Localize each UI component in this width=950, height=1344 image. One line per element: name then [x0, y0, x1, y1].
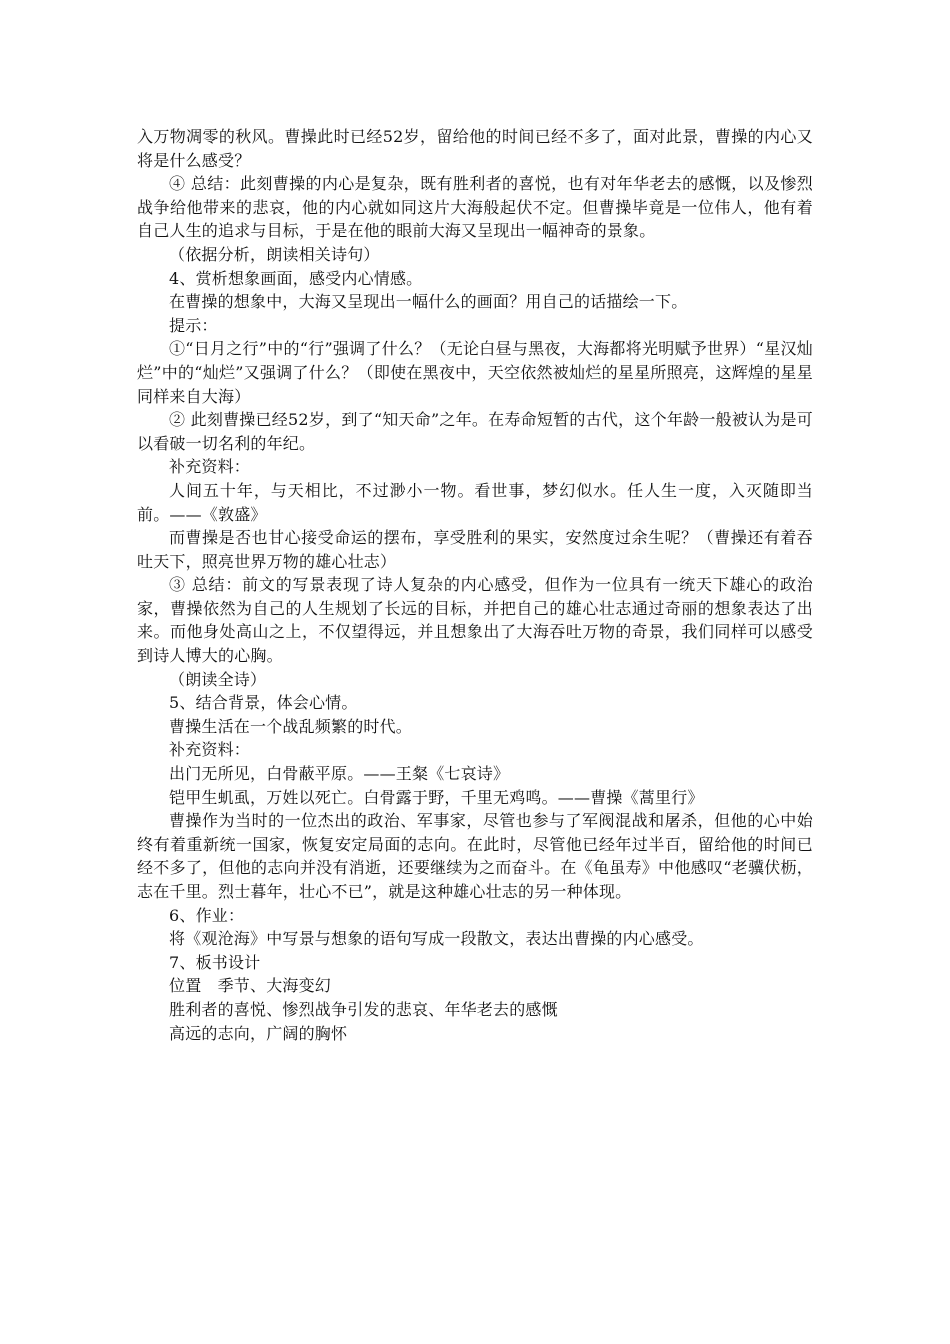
section-heading-7: 7、板书设计 [169, 952, 261, 972]
board-line-3: 高远的志向，广阔的胸怀 [169, 1023, 348, 1043]
paragraph-16: 补充资料： [169, 740, 251, 760]
paragraph-2: ④ 总结：此刻曹操的内心是复杂，既有胜利者的喜悦，也有对年华老去的感慨，以及惨烈战争给他带来的悲哀，他的内心就如同这片大海般起伏不定。但曹操毕竟是一位伟人，他有着自己人生的追求与目标，于是在他的眼前大海又呈现出一幅神奇的景象。 [137, 174, 813, 241]
board-line-2: 胜利者的喜悦、惨烈战争引发的悲哀、年华老去的感慨 [169, 999, 558, 1019]
paragraph-1: 入万物凋零的秋风。曹操此时已经52岁，留给他的时间已经不多了，面对此景，曹操的内心又将是什么感受？ [137, 127, 813, 170]
paragraph-17: 出门无所见，白骨蔽平原。——王粲《七哀诗》 [169, 764, 510, 784]
paragraph-18: 铠甲生虮虱，万姓以死亡。白骨露于野，千里无鸡鸣。——曹操《蒿里行》 [169, 787, 704, 807]
paragraph-5: 在曹操的想象中，大海又呈现出一幅什么的画面？用自己的话描绘一下。 [169, 292, 688, 312]
paragraph-13: （朗读全诗） [169, 669, 267, 689]
section-heading-6: 6、作业： [169, 905, 245, 925]
paragraph-15: 曹操生活在一个战乱频繁的时代。 [169, 716, 413, 736]
paragraph-19: 曹操作为当时的一位杰出的政治、军事家，尽管也参与了军阀混战和屠杀，但他的心中始终有着重新统一国家，恢复安定局面的志向。在此时，尽管他已经年过半百，留给他的时间已经不多了，但他的志向并没有消逝，还要继续为之而奋斗。在《龟虽寿》中他感叹“老骥伏枥，志在千里。烈士暮年，壮心不已”，就是这种雄心壮志的另一种体现。 [137, 811, 813, 901]
paragraph-9: 补充资料： [169, 457, 251, 477]
paragraph-12: ③ 总结：前文的写景表现了诗人复杂的内心感受，但作为一位具有一统天下雄心的政治家，曹操依然为自己的人生规划了长远的目标，并把自己的雄心壮志通过奇丽的想象表达了出来。而他身处高山之上，不仅望得远，并且想象出了大海吞吐万物的奇景，我们同样可以感受到诗人博大的心胸。 [137, 575, 813, 666]
section-heading-5: 5、结合背景，体会心情。 [169, 693, 358, 713]
paragraph-21: 将《观沧海》中写景与想象的语句写成一段散文，表达出曹操的内心感受。 [169, 929, 704, 949]
paragraph-6: 提示： [169, 315, 218, 335]
paragraph-11: 而曹操是否也甘心接受命运的摆布，享受胜利的果实，安然度过余生呢？（曹操还有着吞吐天下，照亮世界万物的雄心壮志） [137, 528, 813, 571]
board-line-1: 位置 季节、大海变幻 [169, 976, 332, 996]
section-heading-4: 4、赏析想象画面，感受内心情感。 [169, 268, 423, 288]
paragraph-10: 人间五十年，与天相比，不过渺小一物。看世事，梦幻似水。任人生一度，入灭随即当前。——《敦盛》 [137, 480, 813, 524]
paragraph-8: ② 此刻曹操已经52岁，到了“知天命”之年。在寿命短暂的古代，这个年龄一般被认为是可以看破一切名利的年纪。 [137, 410, 813, 453]
paragraph-3: （依据分析，朗读相关诗句） [169, 244, 380, 264]
paragraph-7: ①“日月之行”中的“行”强调了什么？（无论白昼与黑夜，大海都将光明赋予世界）“星汉灿烂”中的“灿烂”又强调了什么？（即使在黑夜中，天空依然被灿烂的星星所照亮，这辉煌的星星同样来自大海） [137, 339, 813, 406]
document-body [137, 125, 813, 1045]
